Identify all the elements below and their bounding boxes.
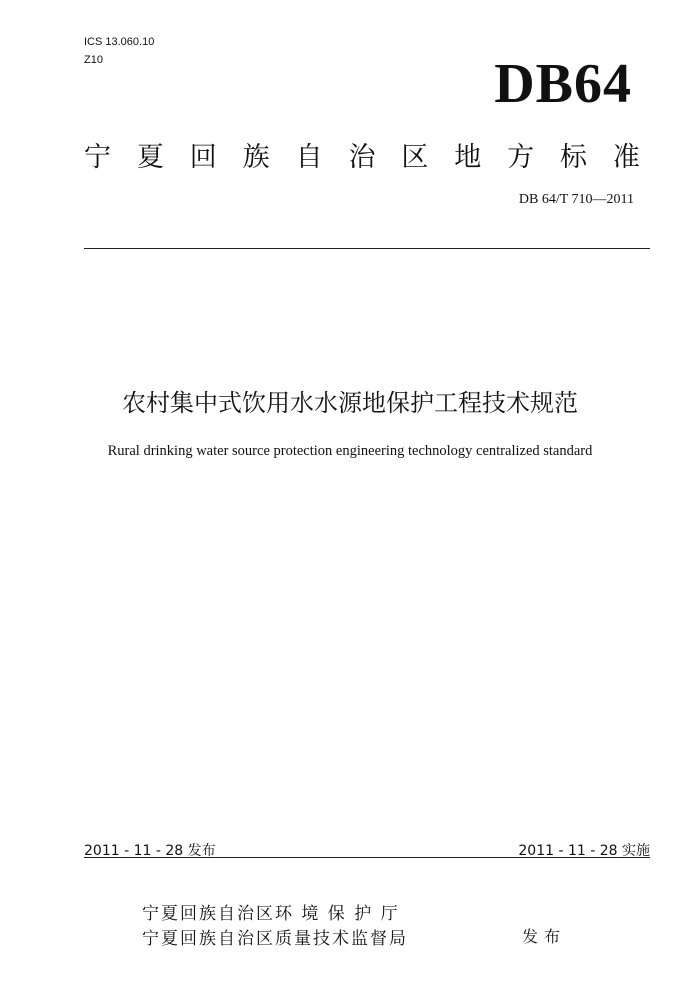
- standard-number: DB 64/T 710—2011: [518, 192, 634, 207]
- ccs-code: Z10: [84, 54, 103, 66]
- standard-name-char: 回: [189, 142, 217, 173]
- standard-name-char: 区: [401, 142, 429, 173]
- standard-name: [84, 135, 640, 174]
- standard-name-char: 宁: [84, 142, 111, 173]
- standard-name-char: 准: [612, 142, 640, 173]
- standard-name-char: 地: [454, 142, 482, 173]
- standard-name-char: 标: [560, 142, 588, 173]
- issue-date: 2011 - 11 - 28 发布: [84, 843, 216, 859]
- implementation-date: 2011 - 11 - 28 实施: [518, 843, 650, 859]
- db-logo: DB64: [494, 53, 632, 115]
- standard-name-char: 治: [348, 142, 376, 173]
- document-title-english: Rural drinking water source protection engineering technology centralized standard: [107, 443, 593, 459]
- standard-name-char: 夏: [136, 142, 164, 173]
- bottom-divider: [84, 857, 650, 858]
- publisher-quality-bureau: 宁夏回族自治区质量技术监督局: [142, 929, 408, 949]
- publisher-environment-dept: 宁夏回族自治区环 境 保 护 厅: [142, 904, 400, 924]
- standard-name-char: 方: [507, 142, 535, 173]
- top-divider: [84, 248, 650, 249]
- document-title-chinese: 农村集中式饮用水水源地保护工程技术规范: [122, 389, 578, 417]
- publish-label: 发布: [522, 927, 567, 946]
- standard-name-char: 族: [242, 142, 270, 173]
- standard-name-char: 自: [295, 142, 323, 173]
- ics-code: ICS 13.060.10: [84, 36, 155, 48]
